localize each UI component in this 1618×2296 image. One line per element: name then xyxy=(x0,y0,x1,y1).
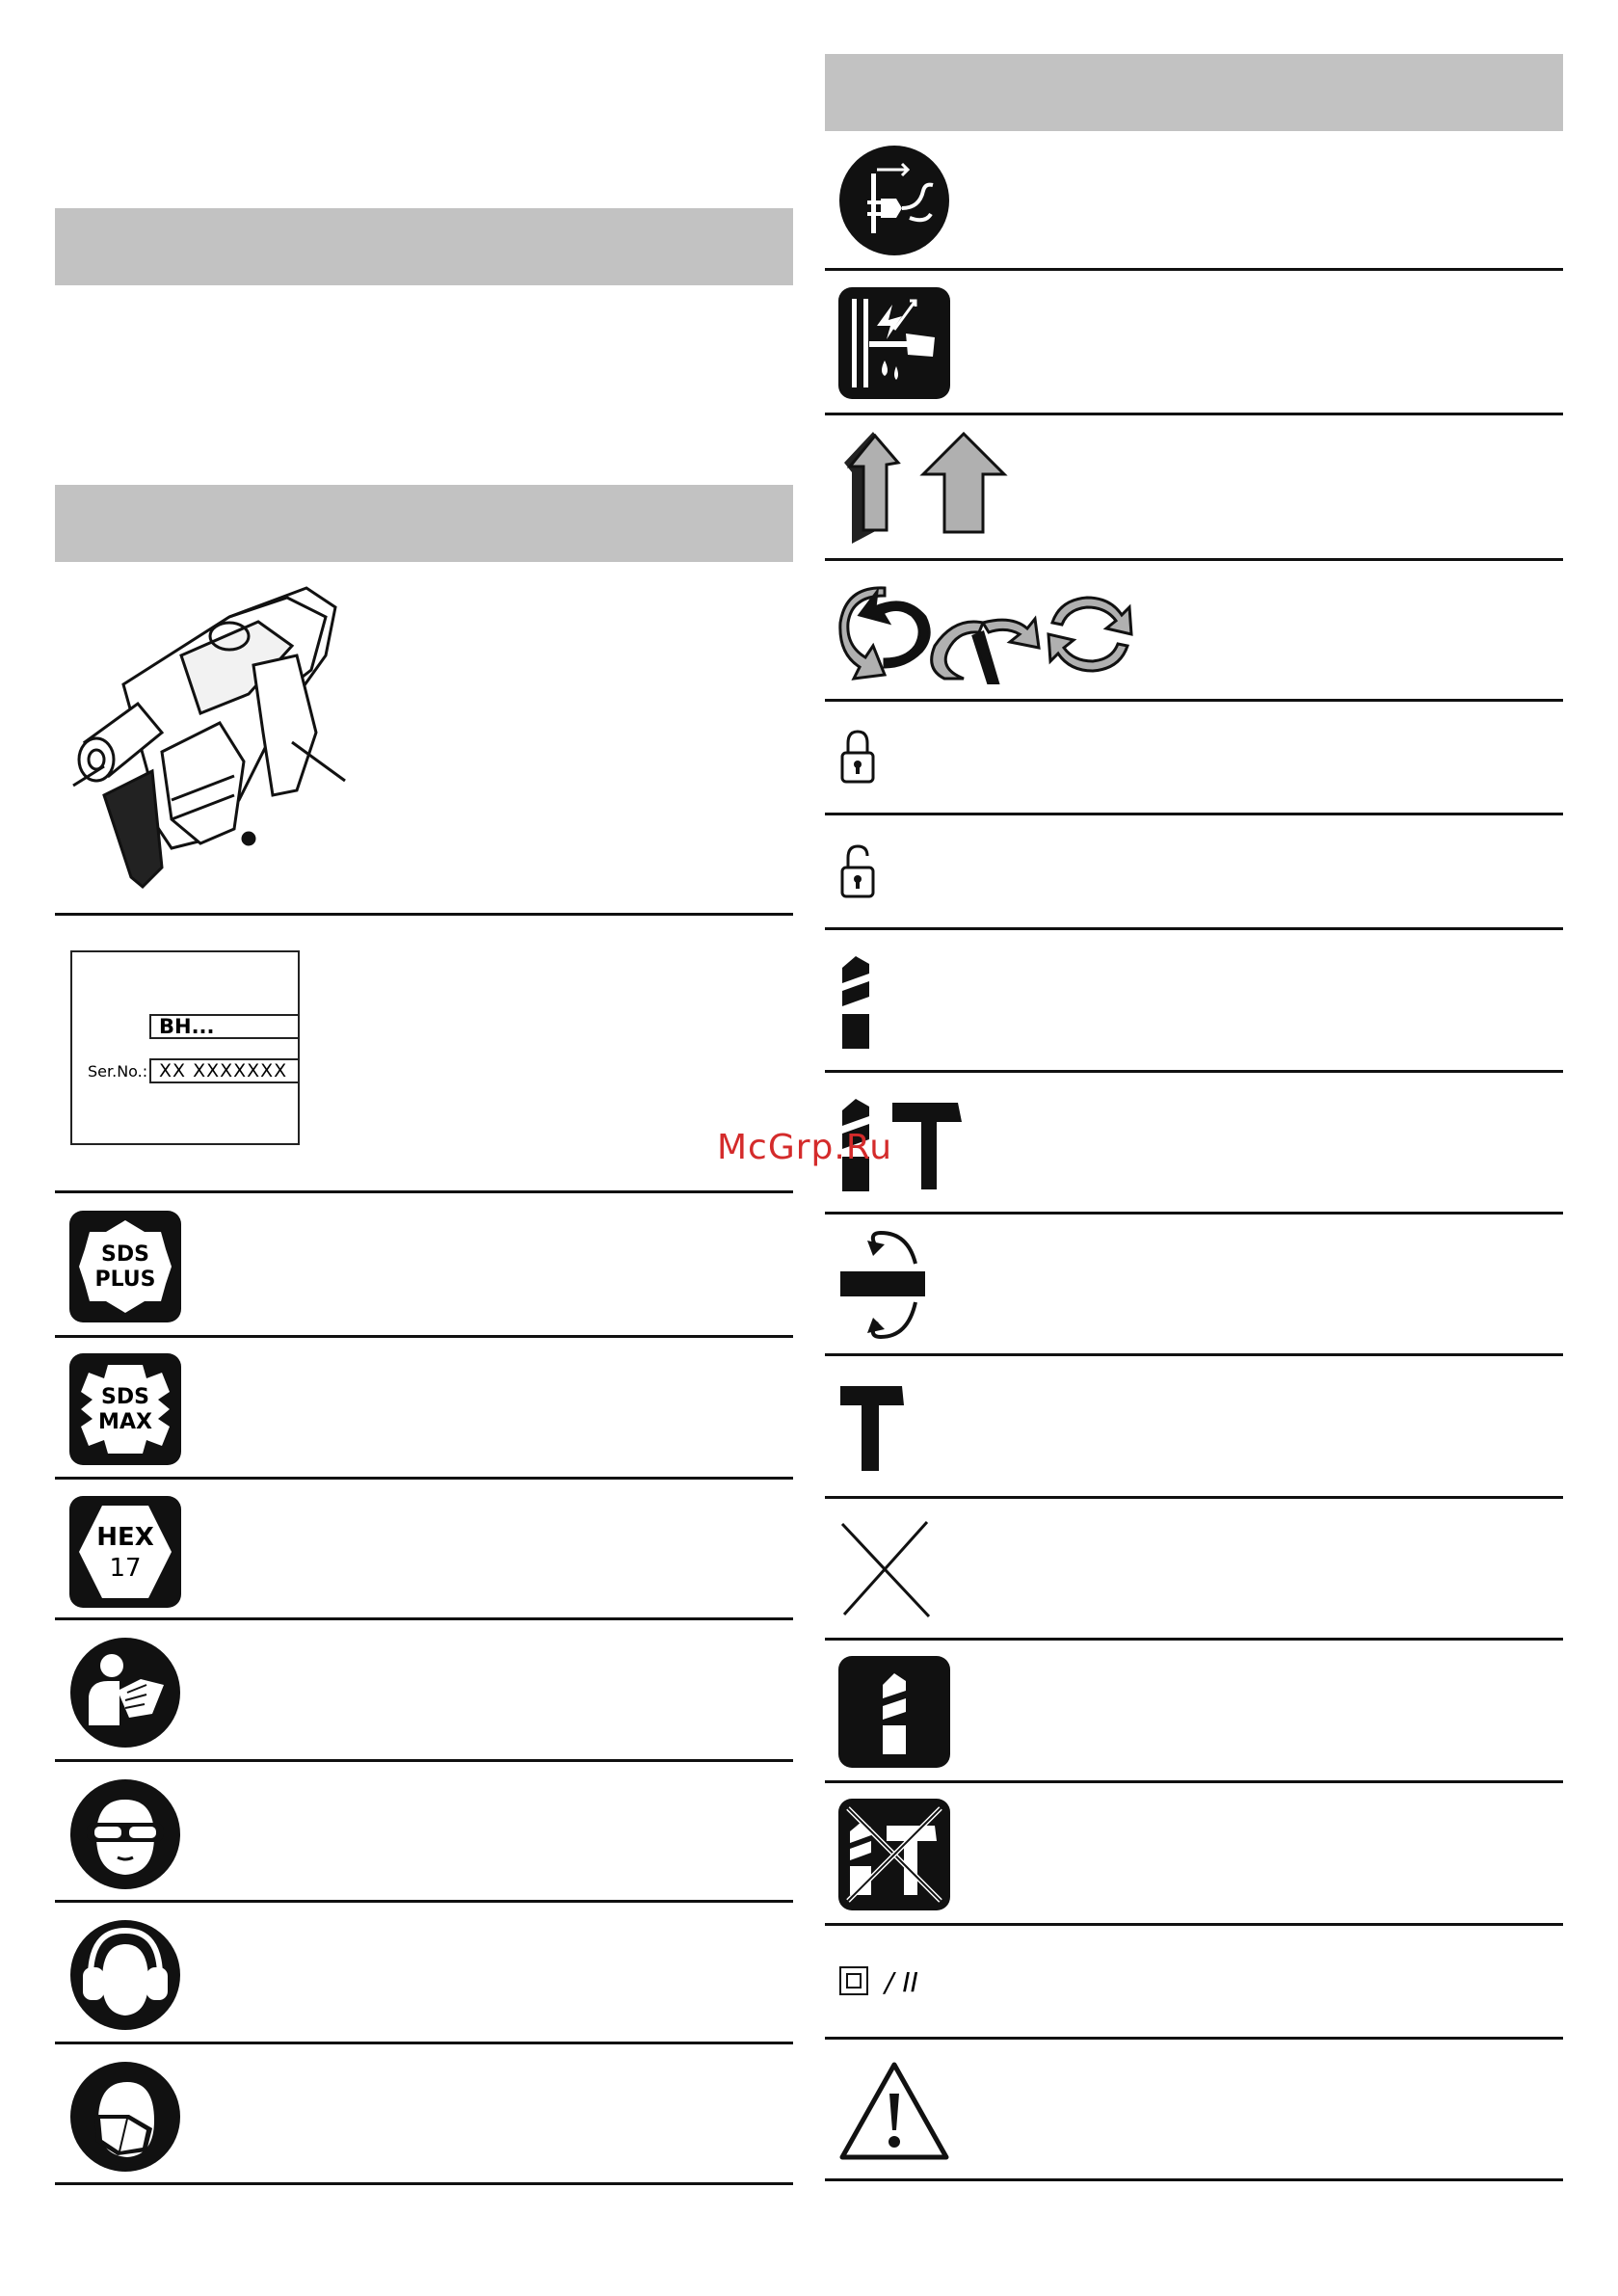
divider-right-5 xyxy=(825,813,1563,815)
divider-right-9 xyxy=(825,1353,1563,1356)
divider-right-2 xyxy=(825,413,1563,415)
hex-17-icon xyxy=(69,1496,181,1608)
hearing-protection-icon xyxy=(69,1919,181,2031)
divider-left-2 xyxy=(55,1190,793,1193)
divider-left-9 xyxy=(55,2182,793,2185)
chisel-mode-icon xyxy=(838,1380,906,1477)
site-watermark: McGrp.Ru xyxy=(717,1128,893,1167)
divider-right-3 xyxy=(825,558,1563,561)
divider-right-12 xyxy=(825,1780,1563,1783)
divider-right-1 xyxy=(825,268,1563,271)
rating-label-plate xyxy=(70,950,300,1145)
serial-number-field: XX XXXXXXX xyxy=(149,1058,300,1083)
eye-protection-icon xyxy=(69,1778,181,1890)
divider-right-14 xyxy=(825,2037,1563,2040)
divider-right-6 xyxy=(825,927,1563,930)
divider-left-7 xyxy=(55,1900,793,1903)
svg-text:/ II: / II xyxy=(885,1966,918,1998)
section-header-bar-3 xyxy=(825,54,1563,131)
cross-icon xyxy=(838,1518,935,1620)
sds-max-icon xyxy=(69,1353,181,1465)
divider-left-6 xyxy=(55,1759,793,1762)
dust-mask-icon xyxy=(69,2061,181,2173)
divider-right-15 xyxy=(825,2178,1563,2181)
hidden-wiring-icon xyxy=(838,287,950,399)
drill-only-icon xyxy=(838,1656,950,1768)
warning-triangle-icon xyxy=(838,2061,950,2161)
svg-text:SDS: SDS xyxy=(101,1385,149,1409)
svg-text:MAX: MAX xyxy=(98,1410,152,1434)
divider-right-7 xyxy=(825,1070,1563,1073)
model-number-field: BH... xyxy=(149,1014,300,1039)
sds-plus-icon xyxy=(69,1211,181,1322)
hammer-drill-prohibited-icon xyxy=(838,1799,950,1910)
unlock-icon xyxy=(838,841,881,900)
divider-left-3 xyxy=(55,1335,793,1338)
divider-right-10 xyxy=(825,1496,1563,1499)
up-arrows-icon xyxy=(838,424,1012,549)
rotary-hammer-illustration xyxy=(66,578,355,892)
divider-right-13 xyxy=(825,1923,1563,1926)
svg-text:17: 17 xyxy=(109,1554,142,1583)
section-header-bar-1 xyxy=(55,208,793,285)
divider-left-8 xyxy=(55,2042,793,2044)
divider-right-4 xyxy=(825,699,1563,702)
svg-text:SDS: SDS xyxy=(101,1242,149,1267)
divider-right-11 xyxy=(825,1638,1563,1641)
rotation-arrows-icon xyxy=(838,578,1147,684)
serial-number-label: Ser.No.: xyxy=(88,1062,148,1081)
svg-text:PLUS: PLUS xyxy=(94,1268,156,1292)
svg-text:HEX: HEX xyxy=(96,1523,154,1552)
section-header-bar-2 xyxy=(55,485,793,562)
read-manual-icon xyxy=(69,1637,181,1749)
divider-left-4 xyxy=(55,1477,793,1480)
divider-left-1 xyxy=(55,913,793,916)
divider-right-8 xyxy=(825,1212,1563,1215)
unplug-icon xyxy=(838,145,950,256)
chisel-rotate-icon xyxy=(838,1229,935,1343)
class-ii-insulation-icon xyxy=(838,1962,944,2000)
drill-mode-icon xyxy=(838,954,877,1051)
lock-icon xyxy=(838,728,877,786)
divider-left-5 xyxy=(55,1617,793,1620)
